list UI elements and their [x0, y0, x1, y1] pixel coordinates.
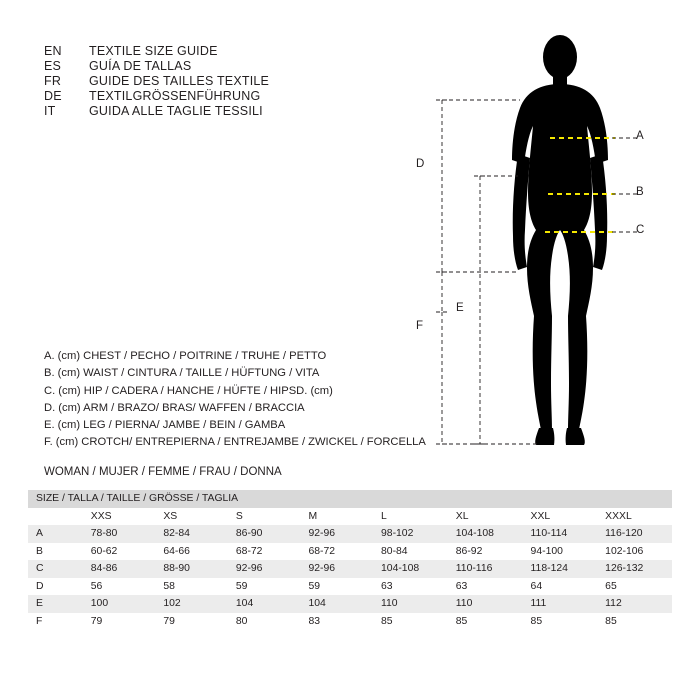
- cell: 104-108: [373, 560, 448, 578]
- column-l: L: [373, 508, 448, 526]
- gender-label: WOMAN / MUJER / FEMME / FRAU / DONNA: [44, 466, 282, 478]
- cell: 82-84: [155, 525, 228, 543]
- table-row: [28, 595, 672, 613]
- marker-label-C: C: [636, 224, 645, 236]
- title-text-en: TEXTILE SIZE GUIDE: [89, 44, 218, 58]
- title-block: [44, 44, 374, 119]
- cell: 110-116: [448, 560, 523, 578]
- cell: 58: [155, 578, 228, 596]
- cell: 102-106: [597, 543, 672, 561]
- column-s: S: [228, 508, 301, 526]
- title-text-es: GUÍA DE TALLAS: [89, 59, 192, 73]
- cell: 65: [597, 578, 672, 596]
- cell: 78-80: [83, 525, 156, 543]
- cell: 59: [300, 578, 373, 596]
- row-label-c: C: [28, 560, 83, 578]
- cell: 112: [597, 595, 672, 613]
- column-xxxl: XXXL: [597, 508, 672, 526]
- title-lang-it: IT: [44, 104, 56, 118]
- cell: 92-96: [300, 560, 373, 578]
- cell: 80-84: [373, 543, 448, 561]
- cell: 86-90: [228, 525, 301, 543]
- legend-line-b: B. (cm) WAIST / CINTURA / TAILLE / HÜFTUNG / VITA: [44, 367, 320, 380]
- cell: 92-96: [228, 560, 301, 578]
- cell: 64: [523, 578, 598, 596]
- cell: 118-124: [523, 560, 598, 578]
- marker-label-D: D: [416, 158, 425, 170]
- legend-line-e: E. (cm) LEG / PIERNA/ JAMBE / BEIN / GAMBA: [44, 419, 286, 432]
- measurement-legend: [44, 348, 464, 452]
- column-m: M: [300, 508, 373, 526]
- cell: 85: [448, 613, 523, 631]
- title-row: [44, 74, 374, 88]
- cell: 126-132: [597, 560, 672, 578]
- cell: 85: [597, 613, 672, 631]
- table-header-title: SIZE / TALLA / TAILLE / GRÖSSE / TAGLIA: [28, 490, 672, 508]
- cell: 116-120: [597, 525, 672, 543]
- cell: 60-62: [83, 543, 156, 561]
- legend-line-c: C. (cm) HIP / CADERA / HANCHE / HÜFTE / HIPSD. (cm): [44, 384, 333, 397]
- cell: 79: [83, 613, 156, 631]
- title-row: [44, 89, 374, 103]
- table-row: [28, 560, 672, 578]
- table-row: [28, 578, 672, 596]
- title-row: [44, 59, 374, 73]
- female-silhouette-icon: [512, 35, 608, 445]
- row-label-f: F: [28, 613, 83, 631]
- title-row: [44, 44, 374, 58]
- table-row: [28, 613, 672, 631]
- cell: 104: [228, 595, 301, 613]
- title-text-de: TEXTILGRÖSSENFÜHRUNG: [89, 89, 261, 103]
- table-header-row: [28, 490, 672, 508]
- cell: 110: [373, 595, 448, 613]
- title-row: [44, 104, 374, 118]
- cell: 79: [155, 613, 228, 631]
- column-xxs: XXS: [83, 508, 156, 526]
- cell: 86-92: [448, 543, 523, 561]
- cell: 88-90: [155, 560, 228, 578]
- cell: 64-66: [155, 543, 228, 561]
- leg-dimension-line: [474, 176, 518, 444]
- column-xs: XS: [155, 508, 228, 526]
- cell: 85: [523, 613, 598, 631]
- cell: 63: [373, 578, 448, 596]
- cell: 85: [373, 613, 448, 631]
- cell: 59: [228, 578, 301, 596]
- marker-label-A: A: [636, 130, 644, 142]
- column-xxl: XXL: [523, 508, 598, 526]
- title-lang-en: EN: [44, 44, 62, 58]
- cell: 110-114: [523, 525, 598, 543]
- legend-line-a: A. (cm) CHEST / PECHO / POITRINE / TRUHE / PETTO: [44, 350, 327, 362]
- column-xl: XL: [448, 508, 523, 526]
- title-text-it: GUIDA ALLE TAGLIE TESSILI: [89, 104, 263, 118]
- cell: 110: [448, 595, 523, 613]
- title-lang-de: DE: [44, 89, 62, 103]
- cell: 92-96: [300, 525, 373, 543]
- legend-line-d: D. (cm) ARM / BRAZO/ BRAS/ WAFFEN / BRACCIA: [44, 401, 305, 414]
- cell: 68-72: [228, 543, 301, 561]
- marker-label-F: F: [416, 320, 424, 332]
- cell: 111: [523, 595, 598, 613]
- title-lang-fr: FR: [44, 74, 62, 88]
- marker-label-B: B: [636, 186, 644, 198]
- row-label-a: A: [28, 525, 83, 543]
- marker-label-E: E: [456, 302, 464, 314]
- cell: 98-102: [373, 525, 448, 543]
- row-label-e: E: [28, 595, 83, 613]
- cell: 102: [155, 595, 228, 613]
- arm-dimension-line: [436, 100, 520, 272]
- cell: 100: [83, 595, 156, 613]
- column-blank: [28, 508, 83, 526]
- table-column-row: [28, 508, 672, 526]
- cell: 94-100: [523, 543, 598, 561]
- title-text-fr: GUIDE DES TAILLES TEXTILE: [89, 74, 270, 88]
- row-label-d: D: [28, 578, 83, 596]
- table-row: [28, 525, 672, 543]
- cell: 104-108: [448, 525, 523, 543]
- legend-line-f: F. (cm) CROTCH/ ENTREPIERNA / ENTREJAMBE / ZWICKEL / FORCELLA: [44, 436, 426, 449]
- title-lang-es: ES: [44, 59, 62, 73]
- size-table: [28, 490, 672, 630]
- size-table-wrapper: [28, 490, 672, 630]
- table-row: [28, 543, 672, 561]
- cell: 80: [228, 613, 301, 631]
- cell: 104: [300, 595, 373, 613]
- cell: 84-86: [83, 560, 156, 578]
- cell: 63: [448, 578, 523, 596]
- row-label-b: B: [28, 543, 83, 561]
- cell: 56: [83, 578, 156, 596]
- cell: 83: [300, 613, 373, 631]
- cell: 68-72: [300, 543, 373, 561]
- marker-leader-lines: [612, 138, 638, 232]
